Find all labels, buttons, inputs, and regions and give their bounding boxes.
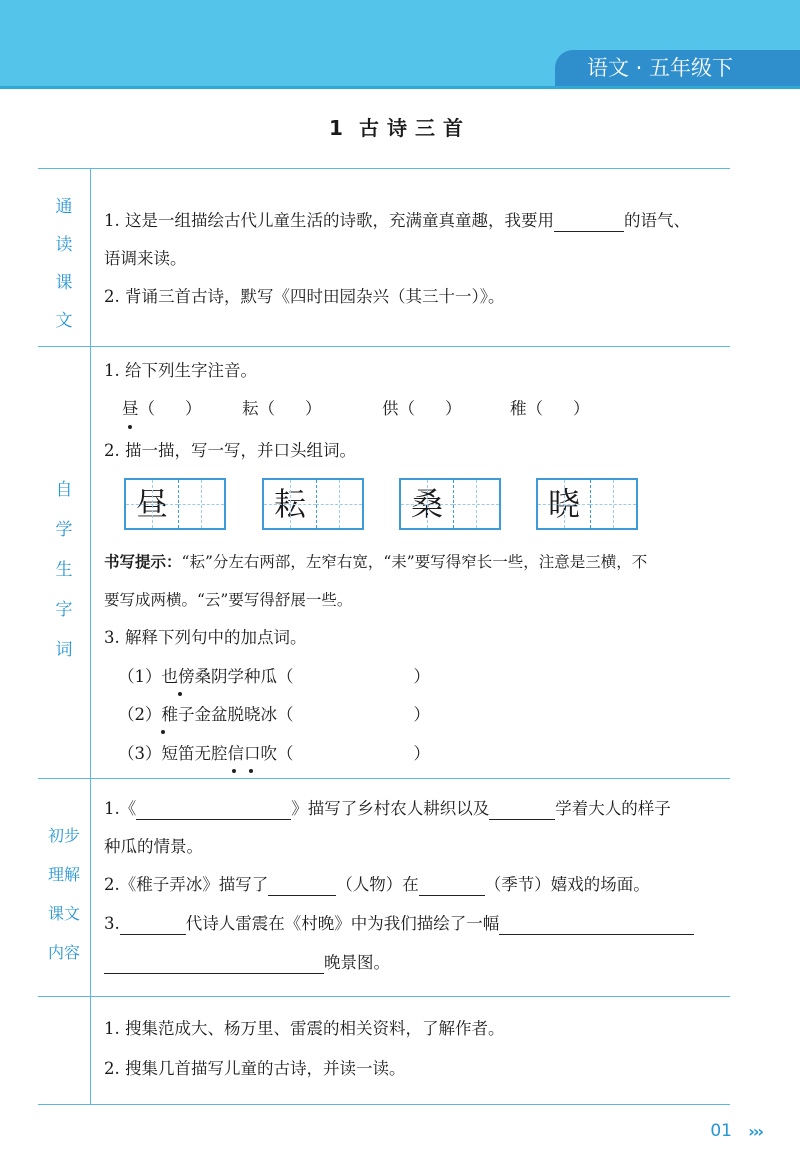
answer-blank[interactable] <box>489 801 555 820</box>
explain-item-2: （2）稚子金盆脱晓冰（ ） <box>118 705 430 724</box>
writing-tip-label: 书写提示： <box>104 552 182 571</box>
understand-question-1-cont: 种瓜的情景。 <box>104 837 203 856</box>
answer-blank[interactable] <box>136 801 291 820</box>
explain-item-1: （1）也傍桑阴学种瓜（ ） <box>118 667 430 686</box>
answer-blank[interactable] <box>268 877 336 896</box>
writing-tip-cont: 要写成两横。“云”要写得舒展一些。 <box>104 591 353 609</box>
divider-1 <box>38 346 730 347</box>
trace-box-3[interactable]: 桑 <box>399 478 501 530</box>
emphasis-dot <box>161 730 165 734</box>
trace-box-4[interactable]: 晓 <box>536 478 638 530</box>
column-divider <box>90 168 91 1104</box>
study-question-2: 2. 描一描，写一写，并口头组词。 <box>104 441 356 460</box>
explain-item-3: （3）短笛无腔信口吹（ ） <box>118 744 430 763</box>
divider-2 <box>38 778 730 779</box>
header-strip <box>0 86 800 89</box>
pinyin-item-3: 供（ ） <box>382 399 462 418</box>
read-question-1: 1. 这是一组描绘古代儿童生活的诗歌，充满童真童趣，我要用 的语气、 <box>104 211 690 230</box>
section-label-understand: 初步 理解 课文 内容 <box>47 826 80 962</box>
answer-blank[interactable] <box>554 213 624 232</box>
lesson-number: 1 <box>329 116 345 140</box>
understand-question-3: 3. 代诗人雷震在《村晚》中为我们描绘了一幅 <box>104 913 694 935</box>
extend-question-2: 2. 搜集几首描写儿童的古诗，并读一读。 <box>104 1059 406 1078</box>
section-label-study: 自 学 生 字 词 <box>55 480 73 660</box>
understand-question-2: 2.《稚子弄冰》描写了 （人物）在 （季节）嬉戏的场面。 <box>104 875 650 894</box>
understand-question-1: 1.《 》描写了乡村农人耕织以及 学着大人的样子 <box>104 799 671 818</box>
emphasis-dot <box>178 692 182 696</box>
extend-question-1: 1. 搜集范成大、杨万里、雷震的相关资料，了解作者。 <box>104 1019 505 1038</box>
answer-blank[interactable] <box>419 877 485 896</box>
subject-grade-tab: 语文 · 五年级下 <box>555 50 800 86</box>
divider-3 <box>38 996 730 997</box>
pinyin-item-2: 耘（ ） <box>242 399 322 418</box>
emphasis-dot <box>249 769 253 773</box>
answer-blank[interactable] <box>499 916 694 935</box>
answer-blank[interactable] <box>104 955 324 974</box>
emphasis-dot <box>128 425 132 429</box>
divider-bottom <box>38 1104 730 1105</box>
pinyin-item-4: 稚（ ） <box>510 399 590 418</box>
lesson-title-text: 古诗三首 <box>358 116 471 140</box>
trace-box-2[interactable]: 耘 <box>262 478 364 530</box>
understand-question-3-cont: 晚景图。 <box>104 952 390 974</box>
writing-tip: 书写提示：“耘”分左右两部，左窄右宽，“耒”要写得窄长一些，注意是三横，不 <box>104 552 648 571</box>
read-question-2: 2. 背诵三首古诗，默写《四时田园杂兴（其三十一）》。 <box>104 287 505 306</box>
study-question-1: 1. 给下列生字注音。 <box>104 361 257 380</box>
divider-top <box>38 168 730 169</box>
emphasis-dot <box>232 769 236 773</box>
lesson-title <box>0 112 800 141</box>
next-arrows-icon: ››› <box>748 1122 762 1141</box>
trace-box-1[interactable]: 昼 <box>124 478 226 530</box>
page-number: 01 <box>710 1121 732 1141</box>
pinyin-item-1: 昼（ ） <box>122 399 202 418</box>
answer-blank[interactable] <box>120 916 186 935</box>
read-question-1-cont: 语调来读。 <box>104 249 187 268</box>
study-question-3: 3. 解释下列句中的加点词。 <box>104 628 307 647</box>
section-label-read: 通 读 课 文 <box>55 197 73 331</box>
